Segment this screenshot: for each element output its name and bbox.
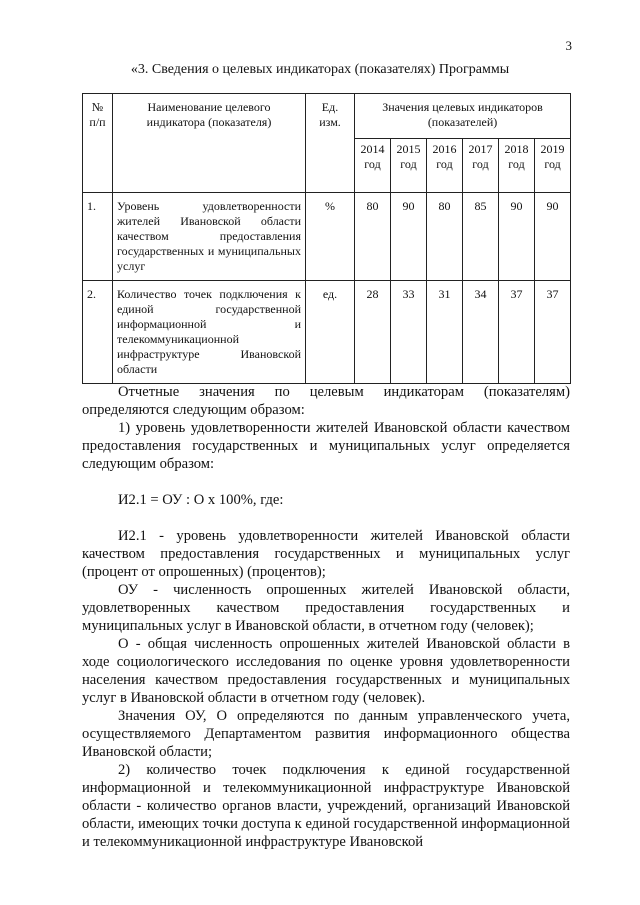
year-2016: 2016 год bbox=[427, 139, 463, 193]
paragraph: 2) количество точек подключения к единой государственной информационной и телекоммуникационной инфраструктуре Ивановской области - количество органов власти, учреждений, организаций Ивановской области, имеющих точки доступа к единой государственной информационной и телекоммуникационной инфраструктуре Ивановской bbox=[82, 762, 570, 850]
paragraph: Значения ОУ, О определяются по данным управленческого учета, осуществляемого Департаментом развития информационного общества Ивановской области; bbox=[82, 708, 570, 760]
row-unit: % bbox=[306, 193, 355, 281]
paragraph: ОУ - численность опрошенных жителей Ивановской области, удовлетворенных качеством предоставления государственных и муниципальных услуг в Ивановской области, в отчетном году (человек); bbox=[82, 582, 570, 634]
row-value: 31 bbox=[427, 281, 463, 384]
row-unit: ед. bbox=[306, 281, 355, 384]
paragraph: И2.1 - уровень удовлетворенности жителей Ивановской области качеством предоставления государственных и муниципальных услуг (процент от опрошенных) (процентов); bbox=[82, 528, 570, 580]
row-value: 37 bbox=[535, 281, 571, 384]
year-2018: 2018 год bbox=[499, 139, 535, 193]
year-2015: 2015 год bbox=[391, 139, 427, 193]
header-unit: Ед. изм. bbox=[306, 94, 355, 193]
year-2017: 2017 год bbox=[463, 139, 499, 193]
row-num: 1. bbox=[83, 193, 113, 281]
paragraph: 1) уровень удовлетворенности жителей Ивановской области качеством предоставления государственных и муниципальных услуг определяется следующим образом: bbox=[82, 420, 570, 472]
row-name: Количество точек подключения к единой государственной информационной и телекоммуникационной инфраструктуре Ивановской области bbox=[113, 281, 306, 384]
row-value: 90 bbox=[499, 193, 535, 281]
row-value: 80 bbox=[427, 193, 463, 281]
paragraph: Отчетные значения по целевым индикаторам (показателям) определяются следующим образом: bbox=[82, 384, 570, 418]
formula: И2.1 = ОУ : О х 100%, где: bbox=[118, 492, 284, 508]
row-value: 80 bbox=[355, 193, 391, 281]
header-name: Наименование целевого индикатора (показателя) bbox=[113, 94, 306, 193]
row-value: 90 bbox=[535, 193, 571, 281]
row-value: 90 bbox=[391, 193, 427, 281]
header-values: Значения целевых индикаторов (показателей) bbox=[355, 94, 571, 139]
year-2014: 2014 год bbox=[355, 139, 391, 193]
paragraph: О - общая численность опрошенных жителей Ивановской области в ходе социологического исследования по оценке уровня удовлетворенности населения качеством предоставления государственных и муниципальных услуг в Ивановской области в отчетном году (человек). bbox=[82, 636, 570, 706]
table-row bbox=[83, 281, 571, 384]
page-number: 3 bbox=[565, 38, 572, 53]
indicators-table bbox=[82, 93, 571, 384]
table-header-row bbox=[83, 94, 571, 139]
body-text bbox=[82, 383, 570, 851]
row-value: 28 bbox=[355, 281, 391, 384]
row-value: 85 bbox=[463, 193, 499, 281]
row-value: 37 bbox=[499, 281, 535, 384]
table-row bbox=[83, 193, 571, 281]
year-2019: 2019 год bbox=[535, 139, 571, 193]
section-title: «3. Сведения о целевых индикаторах (показателях) Программы bbox=[130, 62, 510, 77]
header-num: № п/п bbox=[83, 94, 113, 193]
row-value: 34 bbox=[463, 281, 499, 384]
row-value: 33 bbox=[391, 281, 427, 384]
row-name: Уровень удовлетворенности жителей Ивановской области качеством предоставления государственных и муниципальных услуг bbox=[113, 193, 306, 281]
row-num: 2. bbox=[83, 281, 113, 384]
